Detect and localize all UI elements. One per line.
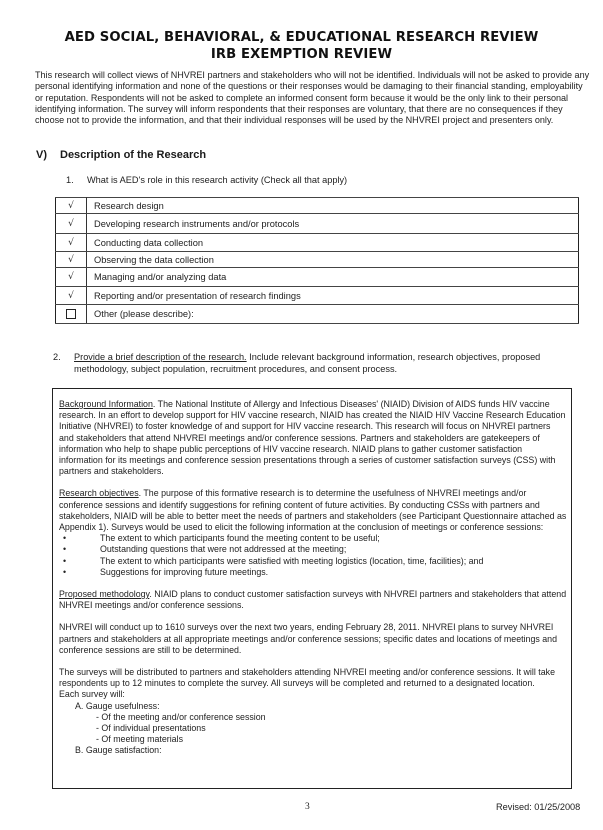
document-subtitle: IRB EXEMPTION REVIEW <box>210 47 393 62</box>
item-a-sub-item: - Of meeting materials <box>96 734 183 745</box>
checkmark-icon[interactable]: √ <box>56 268 87 287</box>
checkmark-icon[interactable]: √ <box>56 198 87 214</box>
section-title: Description of the Research <box>60 149 207 161</box>
objectives-paragraph <box>59 488 567 533</box>
intro-paragraph: This research will collect views of NHVREI partners and stakeholders who will not be identified. Individuals will not be asked to provide any personal identifying information and none of the questions or their responses would be damaging to their financial standing, employability or reputation. Respondents will not be asked to complete an informed consent form because it would be the only link to their personal identifying information. The survey will inform respondents that their responses are voluntary, that there are no consequences if they choose not to provide the information, and that their individual responses will be used by the NHVREI project and presenters only. <box>35 70 590 126</box>
role-label: Research design <box>87 198 579 214</box>
objectives-bullet-list <box>59 533 567 578</box>
section-heading <box>36 149 206 161</box>
objectives-text: . The purpose of this formative research is to determine the usefulness of NHVREI meetings and/or conference sessions and identify suggestions for refining content of future activities. By conducting CSSs with partners and stakeholders, NIAID will be able to better meet the needs of partners and stakeholders (see Participant Questionnaire attached as Appendix 1). Surveys would be used to elicit the following information at the conclusion of meetings or conference sessions: <box>59 488 567 533</box>
research-description-content <box>59 399 567 757</box>
methodology-text: . NIAID plans to conduct customer satisfaction surveys with NHVREI partners and stakeholders that attend NHVREI meetings and/or conference sessions. <box>59 589 567 611</box>
research-description-box <box>52 388 572 789</box>
role-row <box>56 252 579 268</box>
question-2-text-line1: Include relevant background information, research objectives, proposed <box>246 352 541 362</box>
bullet-icon: • <box>63 533 67 544</box>
role-label: Developing research instruments and/or protocols <box>87 214 579 234</box>
objective-bullet-text: The extent to which participants found the meeting content to be useful; <box>100 533 380 544</box>
role-row <box>56 287 579 305</box>
question-2-prompt: Provide a brief description of the research. <box>74 352 247 362</box>
bullet-icon: • <box>63 544 67 555</box>
item-a-sub-list <box>59 712 567 746</box>
background-heading: Background Information <box>59 399 153 409</box>
role-row <box>56 214 579 234</box>
objective-bullet-item <box>63 544 567 555</box>
objective-bullet-text: The extent to which participants were satisfied with meeting logistics (location, time, facilities); and <box>100 555 484 566</box>
objective-bullet-item <box>63 555 567 567</box>
role-label: Managing and/or analyzing data <box>87 268 579 287</box>
each-survey-heading: Each survey will: <box>59 689 125 700</box>
role-label: Observing the data collection <box>87 252 579 268</box>
checkmark-icon[interactable]: √ <box>56 287 87 305</box>
page-number: 3 <box>305 802 310 812</box>
objectives-heading: Research objectives <box>59 488 139 499</box>
role-row <box>56 198 579 214</box>
checkmark-icon[interactable]: √ <box>56 234 87 252</box>
background-text: . The National Institute of Allergy and Infectious Diseases' (NIAID) Division of AIDS funds HIV vaccine research. In an effort to develop support for HIV vaccine research, NIAID has created the NIAID HIV Vaccine Research Education Initiative (NHVREI) to foster knowledge of and support for HIV vaccine research. This research will focus on NHVREI partners and stakeholders that attend NHVREI meetings and/or conference sessions. Partners and stakeholders are gatekeepers of information who help to shape public perceptions of HIV vaccine research. NIAID plans to gather customer satisfaction information for its meetings and conference session presentations through a series of customer satisfaction surveys (CSS) with partners and stakeholders. <box>59 399 566 477</box>
question-1 <box>66 175 347 185</box>
item-a-gauge-usefulness: A. Gauge usefulness: <box>75 700 160 711</box>
question-1-text: What is AED's role in this research activity (Check all that apply) <box>87 175 348 185</box>
role-row <box>56 268 579 287</box>
revised-date: Revised: 01/25/2008 <box>496 802 581 812</box>
background-paragraph <box>59 399 567 477</box>
item-a-sub-item: - Of the meeting and/or conference session <box>96 711 266 722</box>
objective-bullet-text: Suggestions for improving future meetings. <box>100 566 269 577</box>
role-label: Conducting data collection <box>87 234 579 252</box>
role-row <box>56 305 579 324</box>
bullet-icon: • <box>63 566 67 577</box>
role-row <box>56 234 579 252</box>
objective-bullet-item <box>63 566 567 578</box>
bullet-icon: • <box>63 555 67 566</box>
question-1-number: 1. <box>66 175 74 185</box>
section-number: V) <box>36 149 47 161</box>
objective-bullet-text: Outstanding questions that were not addressed at the meeting; <box>100 544 347 555</box>
question-2-text-line2: methodology, subject population, recruitment procedures, and consent process. <box>74 363 398 374</box>
role-label: Other (please describe): <box>87 305 579 324</box>
item-b-gauge-satisfaction: B. Gauge satisfaction: <box>75 745 162 756</box>
distribution-paragraph: The surveys will be distributed to partners and stakeholders attending NHVREI meeting and/or conference sessions. It will take respondents up to 12 minutes to complete the survey. All surveys will be completed and returned to a designated location. <box>59 667 555 689</box>
methodology-heading: Proposed methodology <box>59 589 150 600</box>
question-2 <box>53 352 593 375</box>
role-label: Reporting and/or presentation of research findings <box>87 287 579 305</box>
empty-checkbox-icon[interactable] <box>66 309 76 319</box>
document-title: AED SOCIAL, BEHAVIORAL, & EDUCATIONAL RESEARCH REVIEW <box>64 30 539 45</box>
roles-checklist-table <box>55 197 579 324</box>
checkmark-icon[interactable]: √ <box>56 252 87 268</box>
checkbox-cell[interactable] <box>56 305 87 324</box>
surveys-paragraph: NHVREI will conduct up to 1610 surveys over the next two years, ending February 28, 2011. NHVREI plans to survey NHVREI partners and stakeholders at all appropriate meetings and/or conference sessions; specific dates and locations of meetings and conference sessions are still to be determined. <box>59 622 558 655</box>
item-a-sub-item: - Of individual presentations <box>96 723 206 734</box>
methodology-paragraph <box>59 589 567 611</box>
checkmark-icon[interactable]: √ <box>56 214 87 234</box>
objective-bullet-item <box>63 533 567 544</box>
question-2-number: 2. <box>53 352 61 362</box>
